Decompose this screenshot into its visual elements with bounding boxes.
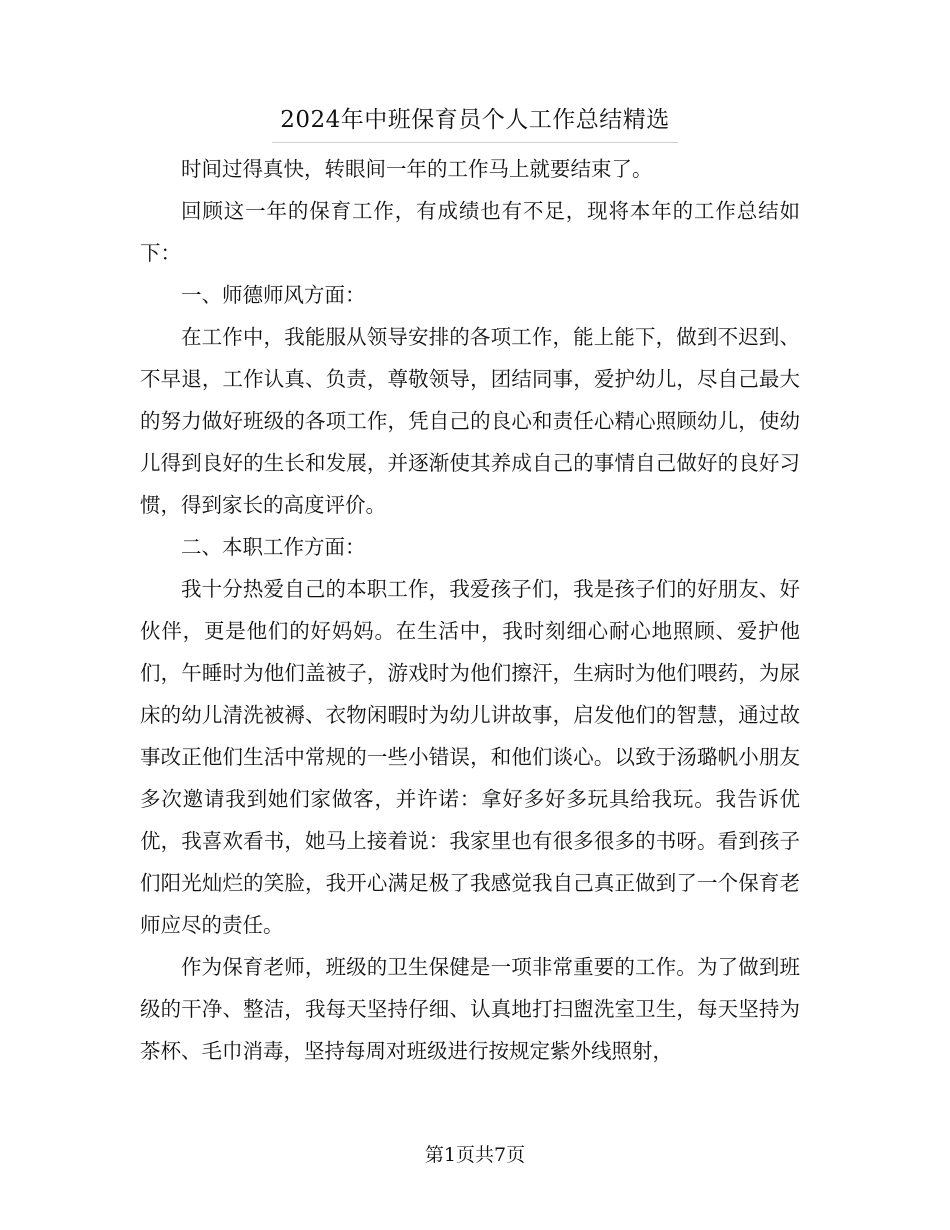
paragraph-ethics: 在工作中，我能服从领导安排的各项工作，能上能下，做到不迟到、不早退，工作认真、负责，尊敬领导，团结同事，爱护幼儿，尽自己最大的努力做好班级的各项工作，凭自己的良心和责任心精心照顾幼儿，使幼儿得到良好的生长和发展，并逐渐使其养成自己的事情自己做好的良好习惯，得到家长的高度评价。 bbox=[140, 325, 800, 517]
header-rule bbox=[272, 142, 678, 143]
paragraph-hygiene: 作为保育老师，班级的卫生保健是一项非常重要的工作。为了做到班级的干净、整洁，我每天坚持仔细、认真地打扫盥洗室卫生，每天坚持为茶杯、毛巾消毒，坚持每周对班级进行按规定紫外线照射， bbox=[140, 955, 800, 1063]
paragraph-review: 回顾这一年的保育工作，有成绩也有不足，现将本年的工作总结如下： bbox=[140, 199, 800, 265]
section-heading-duties: 二、本职工作方面： bbox=[181, 535, 366, 559]
document-body bbox=[140, 148, 800, 1072]
paragraph-intro: 时间过得真快，转眼间一年的工作马上就要结束了。 bbox=[181, 157, 653, 181]
document-title: 2024年中班保育员个人工作总结精选 bbox=[280, 107, 670, 133]
section-heading-ethics: 一、师德师风方面： bbox=[181, 283, 366, 307]
paragraph-duties: 我十分热爱自己的本职工作，我爱孩子们，我是孩子们的好朋友、好伙伴，更是他们的好妈妈。在生活中，我时刻细心耐心地照顾、爱护他们，午睡时为他们盖被子，游戏时为他们擦汗，生病时为他们喂药，为尿床的幼儿清洗被褥、衣物闲暇时为幼儿讲故事，启发他们的智慧，通过故事改正他们生活中常规的一些小错误，和他们谈心。以致于汤璐帆小朋友多次邀请我到她们家做客，并许诺：拿好多好多玩具给我玩。我告诉优优，我喜欢看书，她马上接着说：我家里也有很多很多的书呀。看到孩子们阳光灿烂的笑脸，我开心满足极了我感觉我自己真正做到了一个保育老师应尽的责任。 bbox=[140, 577, 800, 937]
page-number-footer: 第1页共7页 bbox=[424, 1144, 526, 1166]
